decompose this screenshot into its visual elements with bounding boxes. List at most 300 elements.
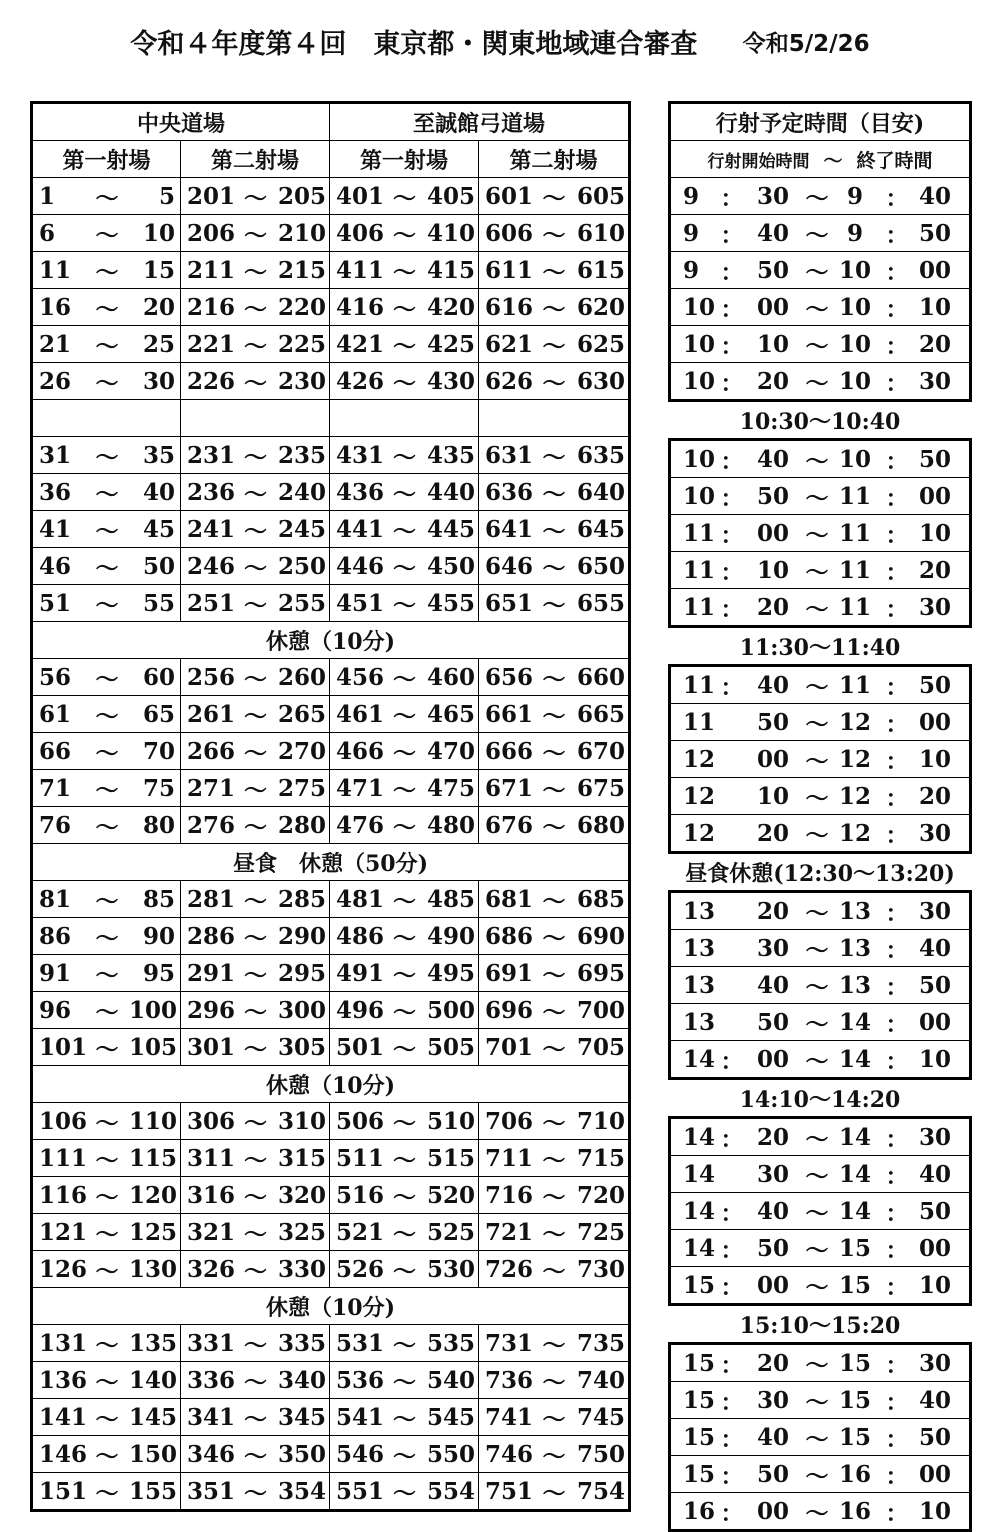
tilde: ～ — [805, 1462, 829, 1490]
field-name: 第一射場 — [330, 141, 479, 178]
number-range-cell — [181, 955, 330, 992]
number-range-cell — [330, 1029, 479, 1066]
time-row — [670, 515, 971, 552]
time-slot — [670, 815, 971, 853]
range-end: 115 — [129, 1144, 178, 1172]
range-end: 500 — [427, 996, 476, 1024]
end-minute: 40 — [919, 1160, 952, 1188]
range-start: 666 — [485, 737, 534, 765]
number-range-cell — [330, 733, 479, 770]
number-range-cell — [181, 585, 330, 622]
range-end: 440 — [427, 478, 476, 506]
range-start: 611 — [485, 256, 534, 284]
tilde: ～ — [244, 924, 267, 952]
range-end: 95 — [142, 959, 175, 987]
tilde: ～ — [542, 591, 566, 619]
number-range-cell — [330, 770, 479, 807]
number-range-cell — [479, 548, 630, 585]
end-colon: ： — [885, 1462, 909, 1490]
break-label: 休憩（10分) — [32, 1288, 630, 1325]
start-hour: 14 — [683, 1123, 716, 1151]
start-colon: ： — [720, 295, 744, 323]
tilde: ～ — [542, 739, 566, 767]
time-slot — [670, 178, 971, 215]
tilde: ～ — [393, 517, 417, 545]
range-end: 510 — [427, 1107, 476, 1135]
number-range-cell — [181, 1214, 330, 1251]
tilde: ～ — [393, 1257, 417, 1285]
number-range-cell — [32, 326, 181, 363]
tilde: ～ — [95, 221, 119, 249]
range-end: 330 — [278, 1255, 327, 1283]
range-start: 226 — [187, 367, 236, 395]
tilde: ～ — [542, 1405, 566, 1433]
tilde: ～ — [244, 480, 267, 508]
tilde: ～ — [393, 443, 417, 471]
end-minute: 30 — [919, 1349, 952, 1377]
range-start: 416 — [336, 293, 385, 321]
start-hour: 11 — [683, 593, 716, 621]
time-slot — [670, 1118, 971, 1156]
start-minute: 50 — [756, 1460, 789, 1488]
end-hour: 11 — [838, 593, 871, 621]
start-colon: ： — [720, 1125, 744, 1153]
break-time-label: 11:30～11:40 — [739, 634, 901, 661]
end-minute: 10 — [919, 745, 952, 773]
end-minute: 50 — [919, 445, 952, 473]
range-end: 420 — [427, 293, 476, 321]
end-minute: 20 — [919, 556, 952, 584]
tilde: ～ — [95, 1035, 119, 1063]
start-hour: 14 — [683, 1160, 716, 1188]
end-colon: ： — [885, 710, 909, 738]
number-range-cell — [181, 511, 330, 548]
start-colon: ： — [720, 1236, 744, 1264]
table-row — [32, 585, 630, 622]
end-hour: 12 — [838, 745, 871, 773]
range-start: 511 — [336, 1144, 385, 1172]
schedule-title-row — [670, 103, 971, 141]
range-start: 231 — [187, 441, 236, 469]
start-hour: 9 — [683, 256, 700, 284]
start-colon: ： — [720, 1462, 744, 1490]
time-slot — [670, 1004, 971, 1041]
tilde: ～ — [244, 221, 267, 249]
tilde: ～ — [244, 258, 267, 286]
range-end: 265 — [278, 700, 327, 728]
start-minute: 30 — [756, 1160, 789, 1188]
end-colon: ： — [885, 973, 909, 1001]
start-hour: 10 — [683, 367, 716, 395]
table-row — [32, 696, 630, 733]
end-colon: ： — [885, 784, 909, 812]
tilde: ～ — [393, 554, 417, 582]
range-end: 495 — [427, 959, 476, 987]
time-row — [670, 552, 971, 589]
start-colon: ： — [720, 1499, 744, 1527]
range-start: 711 — [485, 1144, 534, 1172]
break-label: 休憩（10分) — [32, 622, 630, 659]
number-range-cell — [479, 1473, 630, 1511]
tilde: ～ — [393, 480, 417, 508]
range-start: 526 — [336, 1255, 385, 1283]
range-start: 6 — [39, 219, 56, 247]
start-colon: ： — [720, 369, 744, 397]
range-start: 1 — [39, 182, 56, 210]
tilde: ～ — [95, 924, 119, 952]
tilde: ～ — [805, 1273, 829, 1301]
start-minute: 40 — [756, 445, 789, 473]
tilde: ～ — [95, 1183, 119, 1211]
start-minute: 20 — [756, 1349, 789, 1377]
range-start: 516 — [336, 1181, 385, 1209]
range-start: 296 — [187, 996, 236, 1024]
number-range-cell — [32, 1140, 181, 1177]
number-range-cell — [330, 881, 479, 918]
time-row — [670, 363, 971, 401]
range-start: 286 — [187, 922, 236, 950]
tilde: ～ — [95, 369, 119, 397]
tilde: ～ — [542, 480, 566, 508]
number-range-cell — [32, 548, 181, 585]
range-end: 240 — [278, 478, 327, 506]
start-hour: 15 — [683, 1386, 716, 1414]
end-hour: 14 — [838, 1160, 871, 1188]
range-end: 475 — [427, 774, 476, 802]
number-range-cell — [181, 1325, 330, 1362]
time-row — [670, 1041, 971, 1079]
time-row — [670, 1493, 971, 1531]
end-hour: 10 — [838, 367, 871, 395]
start-colon: ： — [720, 595, 744, 623]
field-name: 第一射場 — [32, 141, 181, 178]
range-end: 280 — [278, 811, 327, 839]
time-slot — [670, 778, 971, 815]
range-end: 354 — [278, 1477, 327, 1505]
range-end: 285 — [278, 885, 327, 913]
number-range-cell — [32, 696, 181, 733]
tilde: ～ — [244, 1405, 267, 1433]
range-start: 496 — [336, 996, 385, 1024]
number-range-cell — [479, 1029, 630, 1066]
table-row — [32, 474, 630, 511]
table-row — [32, 659, 630, 696]
range-start: 461 — [336, 700, 385, 728]
end-hour: 10 — [838, 330, 871, 358]
break-row — [32, 844, 630, 881]
range-start: 351 — [187, 1477, 236, 1505]
range-end: 705 — [577, 1033, 626, 1061]
number-range-cell — [32, 807, 181, 844]
start-minute: 20 — [756, 897, 789, 925]
number-range-cell — [181, 178, 330, 215]
range-end: 680 — [577, 811, 626, 839]
number-range-cell — [330, 326, 479, 363]
range-start: 276 — [187, 811, 236, 839]
start-minute: 20 — [756, 819, 789, 847]
start-hour: 14 — [683, 1234, 716, 1262]
range-start: 651 — [485, 589, 534, 617]
number-range-cell — [330, 1103, 479, 1140]
number-range-cell — [32, 1214, 181, 1251]
start-colon: ： — [720, 1351, 744, 1379]
tilde: ～ — [95, 665, 119, 693]
time-row — [670, 1156, 971, 1193]
range-end: 65 — [142, 700, 175, 728]
start-colon: ： — [720, 447, 744, 475]
end-colon: ： — [885, 447, 909, 475]
tilde: ～ — [542, 1220, 566, 1248]
range-end: 735 — [577, 1329, 626, 1357]
range-end: 645 — [577, 515, 626, 543]
end-minute: 50 — [919, 671, 952, 699]
tilde: ～ — [244, 1257, 267, 1285]
start-hour: 11 — [683, 556, 716, 584]
range-start: 731 — [485, 1329, 534, 1357]
number-range-cell — [330, 1362, 479, 1399]
tilde: ～ — [244, 1109, 267, 1137]
range-end: 660 — [577, 663, 626, 691]
tilde: ～ — [244, 1368, 267, 1396]
number-range-cell — [330, 437, 479, 474]
end-minute: 30 — [919, 1123, 952, 1151]
end-colon: ： — [885, 295, 909, 323]
range-end: 155 — [129, 1477, 178, 1505]
break-time-label: 昼食休憩(12:30～13:20) — [685, 860, 955, 887]
end-colon: ： — [885, 899, 909, 927]
tilde: ～ — [542, 1035, 566, 1063]
break-row — [670, 1305, 971, 1344]
range-start: 451 — [336, 589, 385, 617]
range-start: 636 — [485, 478, 534, 506]
range-end: 275 — [278, 774, 327, 802]
tilde: ～ — [95, 480, 119, 508]
time-row — [670, 1004, 971, 1041]
time-row — [670, 1382, 971, 1419]
range-start: 266 — [187, 737, 236, 765]
start-colon: ： — [720, 1388, 744, 1416]
range-end: 715 — [577, 1144, 626, 1172]
break-row — [32, 1066, 630, 1103]
tilde: ～ — [393, 1220, 417, 1248]
number-range-cell — [32, 1473, 181, 1511]
range-end: 480 — [427, 811, 476, 839]
number-range-cell — [479, 770, 630, 807]
end-minute: 40 — [919, 934, 952, 962]
number-range-cell — [32, 918, 181, 955]
range-start: 521 — [336, 1218, 385, 1246]
number-range-cell — [181, 1362, 330, 1399]
tilde: ～ — [805, 184, 829, 212]
tilde: ～ — [393, 184, 417, 212]
range-end: 670 — [577, 737, 626, 765]
tilde: ～ — [805, 936, 829, 964]
range-end: 20 — [142, 293, 175, 321]
end-hour: 13 — [838, 934, 871, 962]
table-row — [32, 1473, 630, 1511]
start-hour: 13 — [683, 934, 716, 962]
tilde: ～ — [95, 1331, 119, 1359]
tilde: ～ — [542, 1183, 566, 1211]
end-hour: 14 — [838, 1197, 871, 1225]
tilde: ～ — [95, 554, 119, 582]
tilde: ～ — [805, 1047, 829, 1075]
number-range-cell — [330, 1325, 479, 1362]
range-end: 255 — [278, 589, 327, 617]
range-start: 316 — [187, 1181, 236, 1209]
number-range-cell — [181, 992, 330, 1029]
number-range-cell — [32, 992, 181, 1029]
end-minute: 20 — [919, 782, 952, 810]
number-range-cell — [330, 252, 479, 289]
time-row — [670, 326, 971, 363]
tilde: ～ — [95, 1479, 119, 1507]
range-start: 706 — [485, 1107, 534, 1135]
number-range-cell — [479, 474, 630, 511]
time-slot — [670, 704, 971, 741]
time-row — [670, 1456, 971, 1493]
tilde: ～ — [244, 776, 267, 804]
tilde: ～ — [393, 776, 417, 804]
range-start: 236 — [187, 478, 236, 506]
range-start: 751 — [485, 1477, 534, 1505]
table-row — [32, 363, 630, 400]
tilde: ～ — [244, 184, 267, 212]
range-end: 445 — [427, 515, 476, 543]
start-minute: 30 — [756, 1386, 789, 1414]
tilde: ～ — [393, 1109, 417, 1137]
number-range-cell — [32, 1103, 181, 1140]
time-slot — [670, 892, 971, 930]
tilde: ～ — [244, 813, 267, 841]
number-range-cell — [330, 1436, 479, 1473]
range-end: 625 — [577, 330, 626, 358]
time-row — [670, 1230, 971, 1267]
number-range-cell — [181, 1177, 330, 1214]
tilde: ～ — [95, 591, 119, 619]
range-start: 61 — [39, 700, 72, 728]
range-start: 136 — [39, 1366, 88, 1394]
table-row — [32, 1029, 630, 1066]
number-range-cell — [181, 289, 330, 326]
range-end: 55 — [142, 589, 175, 617]
end-colon: ： — [885, 558, 909, 586]
tilde: ～ — [244, 739, 267, 767]
range-start: 26 — [39, 367, 72, 395]
break-time-label: 14:10～14:20 — [739, 1086, 901, 1113]
end-minute: 00 — [919, 1460, 952, 1488]
tilde: ～ — [95, 1442, 119, 1470]
table-row — [32, 1140, 630, 1177]
tilde: ～ — [805, 1199, 829, 1227]
range-start: 111 — [39, 1144, 88, 1172]
tilde: ～ — [393, 665, 417, 693]
number-range-cell — [479, 1251, 630, 1288]
tilde: ～ — [95, 1405, 119, 1433]
number-range-cell — [32, 1029, 181, 1066]
range-end: 465 — [427, 700, 476, 728]
tilde: ～ — [393, 924, 417, 952]
end-hour: 11 — [838, 556, 871, 584]
time-row — [670, 930, 971, 967]
range-end: 430 — [427, 367, 476, 395]
tilde: ～ — [244, 702, 267, 730]
range-start: 671 — [485, 774, 534, 802]
range-start: 431 — [336, 441, 385, 469]
tilde: ～ — [95, 961, 119, 989]
tilde: ～ — [393, 813, 417, 841]
range-start: 261 — [187, 700, 236, 728]
end-minute: 50 — [919, 1423, 952, 1451]
end-colon: ： — [885, 936, 909, 964]
start-hour: 10 — [683, 293, 716, 321]
range-end: 550 — [427, 1440, 476, 1468]
range-end: 295 — [278, 959, 327, 987]
range-start: 601 — [485, 182, 534, 210]
number-range-cell — [32, 881, 181, 918]
range-start: 251 — [187, 589, 236, 617]
range-end: 725 — [577, 1218, 626, 1246]
tilde: ～ — [805, 484, 829, 512]
start-minute: 50 — [756, 708, 789, 736]
tilde: ～ — [805, 1236, 829, 1264]
table-row — [32, 1103, 630, 1140]
time-row — [670, 252, 971, 289]
time-slot — [670, 552, 971, 589]
time-slot — [670, 326, 971, 363]
start-minute: 40 — [756, 1197, 789, 1225]
end-hour: 9 — [846, 219, 863, 247]
tilde: ～ — [542, 1257, 566, 1285]
range-start: 11 — [39, 256, 72, 284]
start-colon: ： — [720, 521, 744, 549]
range-end: 535 — [427, 1329, 476, 1357]
range-end: 515 — [427, 1144, 476, 1172]
tilde: ～ — [393, 1183, 417, 1211]
number-range-cell — [330, 1140, 479, 1177]
number-range-cell — [32, 659, 181, 696]
tilde: ～ — [805, 1388, 829, 1416]
range-end: 745 — [577, 1403, 626, 1431]
tilde: ～ — [393, 332, 417, 360]
range-start: 271 — [187, 774, 236, 802]
start-colon: ： — [720, 1047, 744, 1075]
end-hour: 11 — [838, 482, 871, 510]
table-row — [32, 289, 630, 326]
range-end: 690 — [577, 922, 626, 950]
range-start: 116 — [39, 1181, 88, 1209]
tilde: ～ — [393, 1479, 417, 1507]
range-end: 750 — [577, 1440, 626, 1468]
start-colon: ： — [720, 484, 744, 512]
time-slot — [670, 1230, 971, 1267]
tilde: ～ — [542, 295, 566, 323]
end-minute: 00 — [919, 708, 952, 736]
range-end: 630 — [577, 367, 626, 395]
tilde: ～ — [244, 1442, 267, 1470]
range-end: 90 — [142, 922, 175, 950]
end-minute: 30 — [919, 593, 952, 621]
range-end: 70 — [142, 737, 175, 765]
range-end: 640 — [577, 478, 626, 506]
time-slot — [670, 440, 971, 478]
number-range-cell — [32, 178, 181, 215]
start-hour: 11 — [683, 708, 716, 736]
time-row — [670, 741, 971, 778]
range-start: 151 — [39, 1477, 88, 1505]
range-end: 554 — [427, 1477, 476, 1505]
tilde: ～ — [805, 673, 829, 701]
